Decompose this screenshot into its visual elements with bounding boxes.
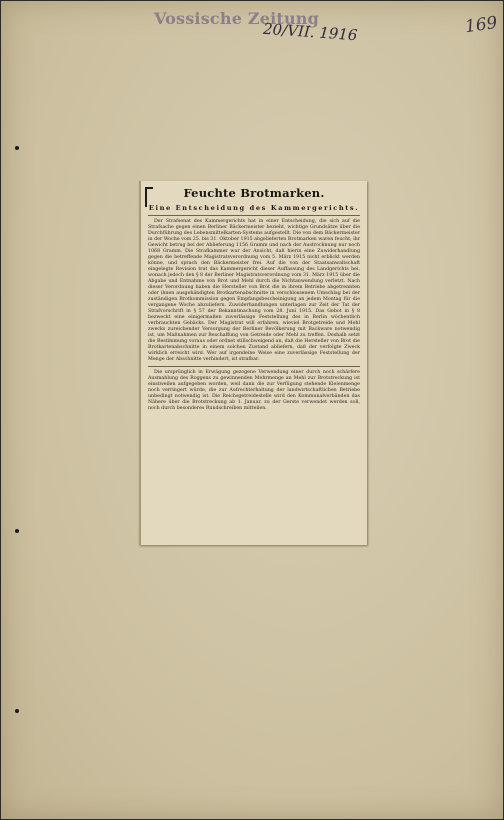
handwritten-page-number: 169 bbox=[463, 12, 499, 38]
newspaper-name-stamp: Vossische Zeitung bbox=[154, 9, 320, 28]
punch-hole bbox=[15, 709, 19, 713]
newspaper-clipping bbox=[139, 181, 367, 545]
article-paragraph: Der Strafsenat des Kammergerichts hat in einer Entscheidung, die sich auf die Strafsache gegen einen Berliner Bäckermeister bezieht, wichtige Grundsätze über die Durchführung des Lebensmittelkarten-Systems aufgestellt. Die von dem Bäckermeister in der Woche vom 25. bis 31. Oktober 1915 abgelieferten Brotmarken waren feucht; ihr Gewicht betrug bei der Ablieferung 1156 Gramm und nach der Austrocknung nur noch 1068 Gramm. Die Strafkammer war der Ansicht, daß hierin eine Zuwiderhandlung gegen die betreffende Magistratsverordnung vom 5. März 1915 nicht erblickt werden könne, und sprach den Bäckermeister frei. Auf die von der Staatsanwaltschaft eingelegte Revision trat das Kammergericht dieser Auffassung des Landgerichts bei, wonach jedoch den § 8 der Berliner Magistratsverordnung vom 31. März 1915 über die Abgabe und Entnahme von Brot und Mehl durch die Nichtanwendung verletzt. Nach dieser Verordnung haben die Hersteller von Brot die in ihrem Betriebe abgetrennten oder ihnen ausgehändigten Brotkartenabschnitte in verschlossenem Umschlag bei der zuständigen Brotkommission gegen Empfangsbescheinigung an jedem Montag für die vergangene Woche abzuliefern. Zuwiderhandlungen unterlagen zur Zeit der Tat der Strafvorschrift in § 57 der Bekanntmachung vom 28. Juni 1915. Das Gebot in § 8 bezweckt eine einigermaßen zuverlässige Feststellung des in Berlin wöchentlich verbrauchten Gebäcks. Der Magistrat will erfahren, wieviel Brotgetreide und Mehl zwecks zureichender Versorgung der Berliner Bevölkerung mit Backware notwendig ist, um Maßnahmen zur Beschaffung von Getreide oder Mehl zu treffen. Deshalb setzt die Bestimmung voraus oder ordnet stillschweigend an, daß die Hersteller von Brot die Brotkartenabschnitte in einem solchen Zustand abliefern, daß der verfolgte Zweck wirklich erreicht wird. Wer auf irgendeine Weise eine zuverlässige Feststellung der Menge der Abschnitte verhindert, ist strafbar. bbox=[148, 219, 361, 362]
article-paragraph: Die ursprünglich in Erwägung gezogene Verwendung einer durch noch schärfere Ausmahlung des Roggens zu gewinnenden Mehrmenge an Mehl zur Brotstreckung ist einstweilen aufgegeben worden, weil dann die zur Verfügung stehende Kleienmenge noch verringert würde, die zur Aufrechterhaltung der landwirtschaftlichen Betriebe unbedingt notwendig ist. Die Reichsgetreidestelle wird den Kommunalverbänden das Nähere über die Brotstreckung ab 1. Januar, zu der Gerste verwendet werden soll, noch durch besonderes Rundschreiben mitteilen. bbox=[148, 370, 360, 411]
archive-page bbox=[1, 1, 503, 819]
article-headline: Feuchte Brotmarken. bbox=[183, 186, 325, 200]
pencil-bracket-mark bbox=[145, 187, 153, 207]
handwritten-date: 20/VII. 1916 bbox=[262, 19, 359, 45]
punch-hole bbox=[15, 146, 19, 150]
divider bbox=[148, 215, 360, 216]
article-subheadline: Eine Entscheidung des Kammergerichts. bbox=[148, 204, 360, 212]
divider bbox=[148, 366, 360, 367]
punch-hole bbox=[15, 529, 19, 533]
